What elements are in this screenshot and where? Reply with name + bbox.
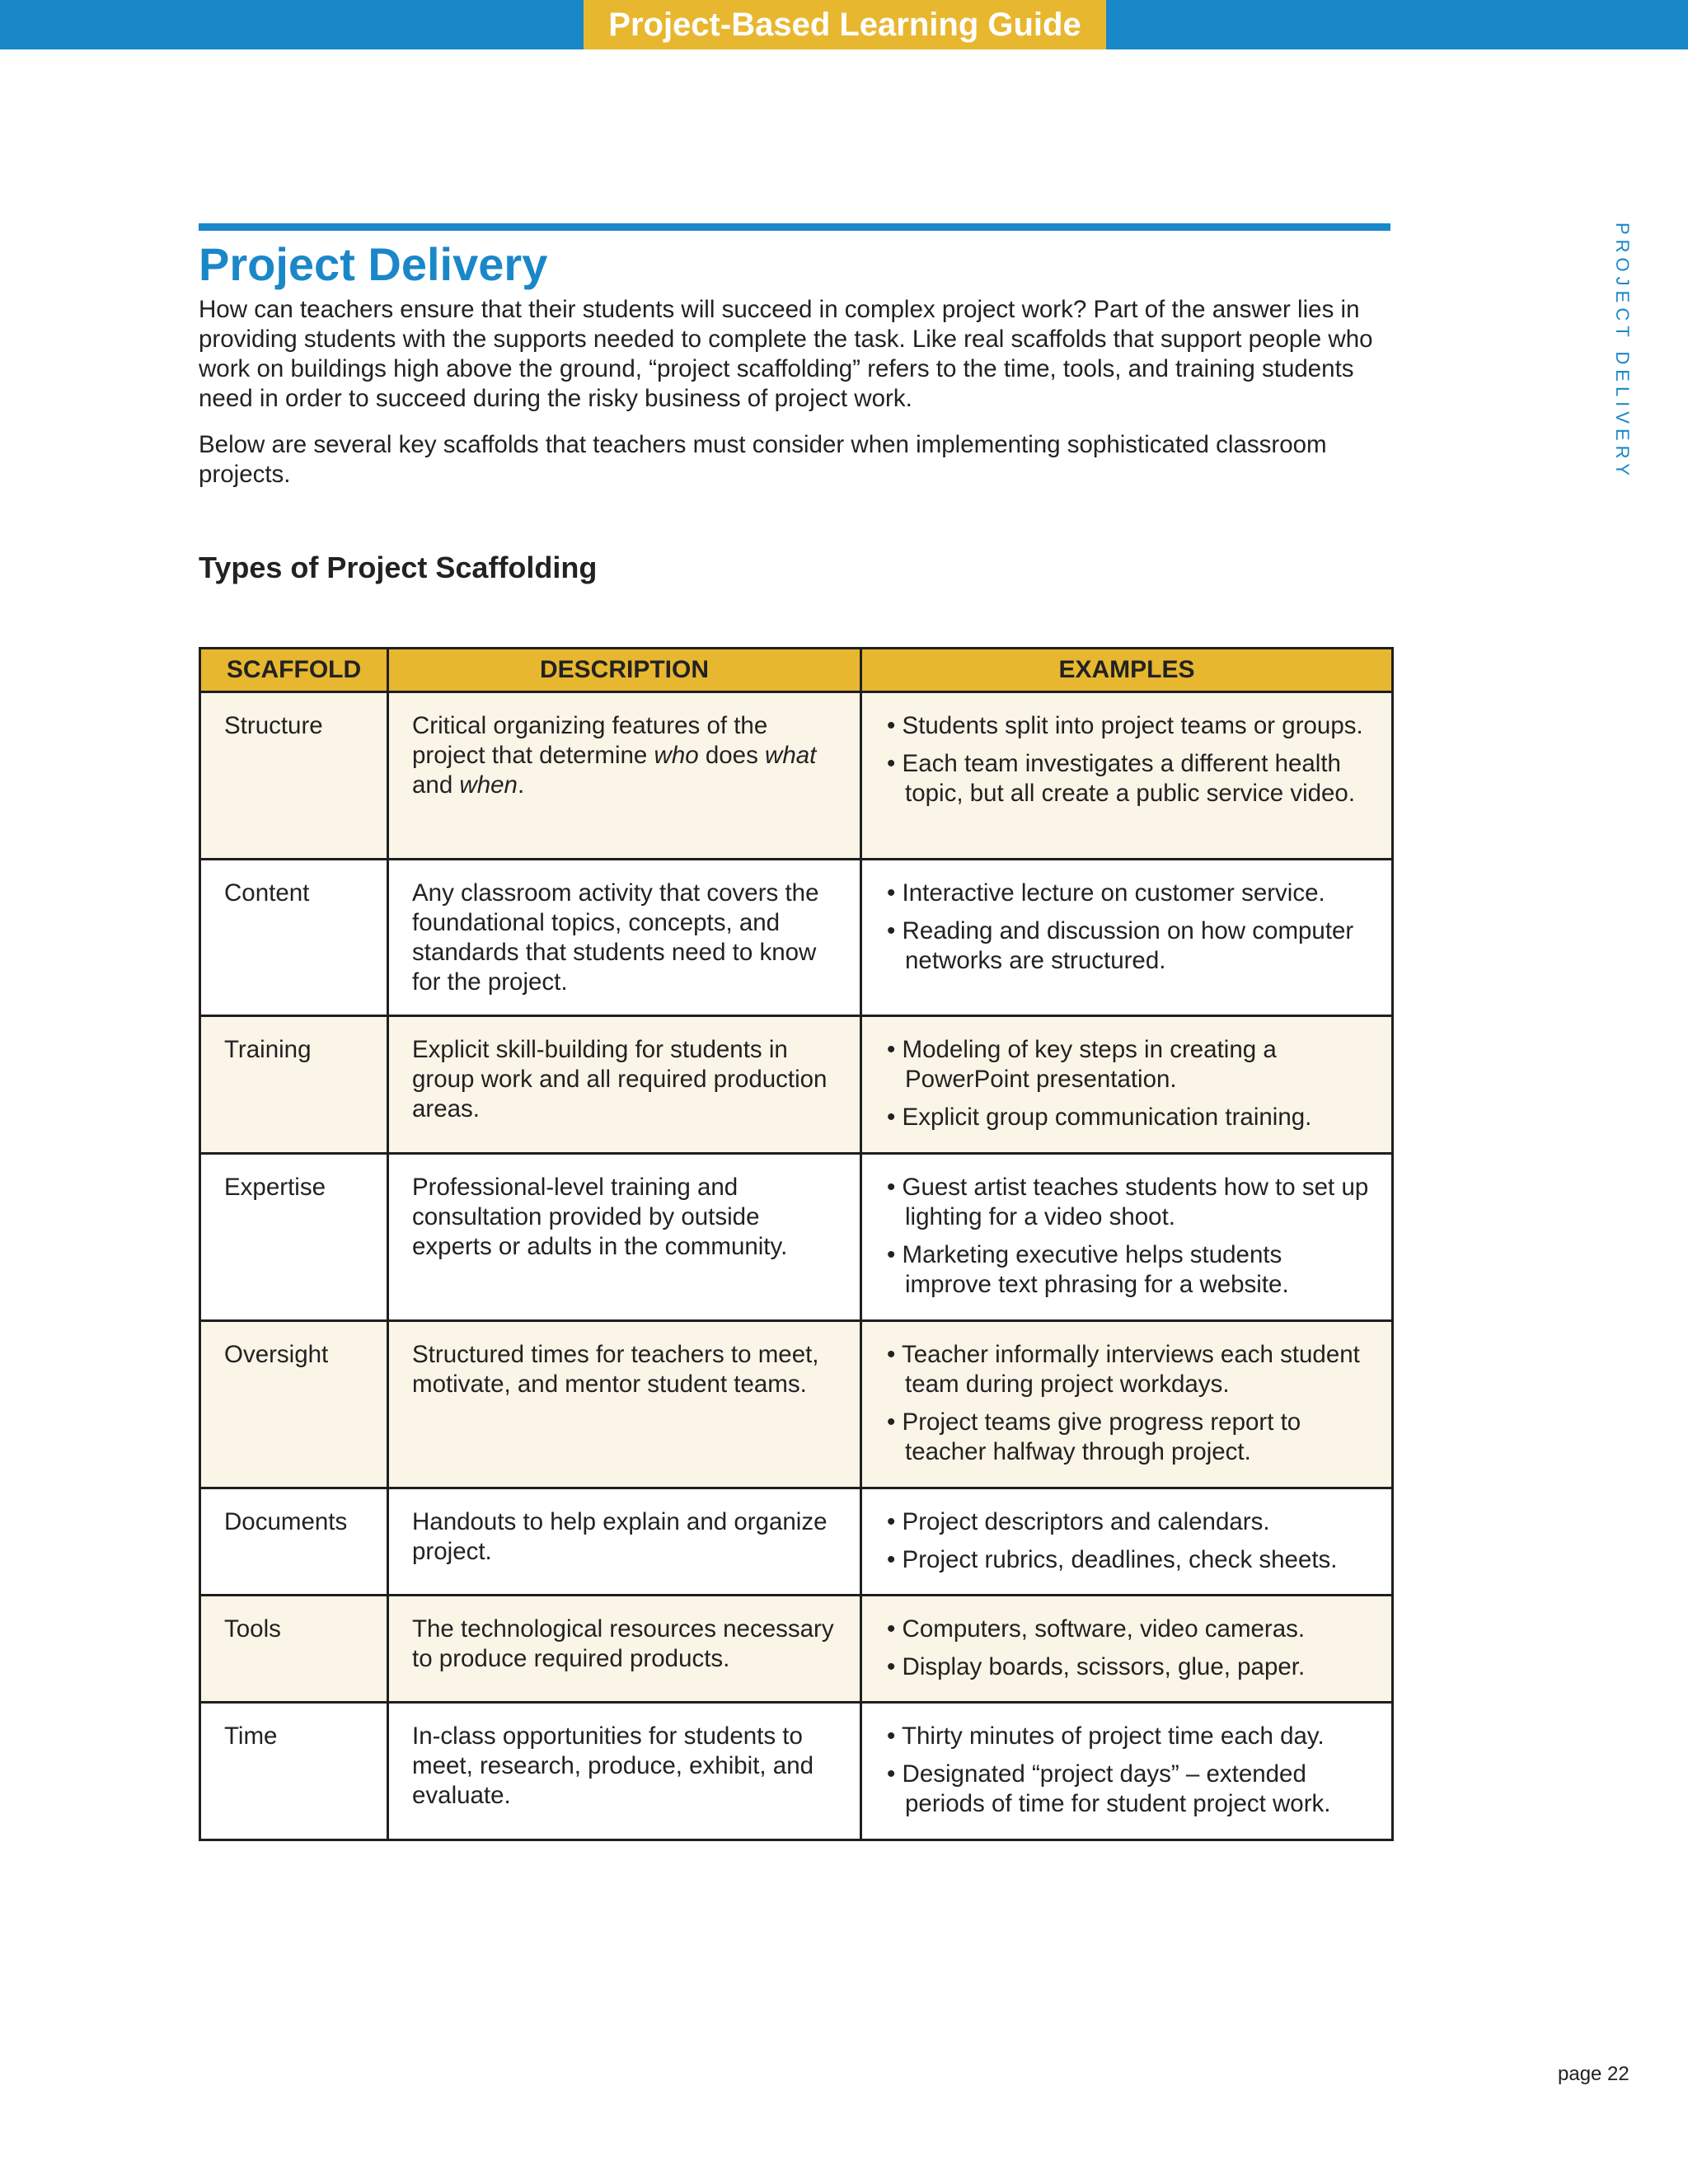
- examples-cell: [861, 860, 1393, 1016]
- example-item: • Designated “project days” – extended periods of time for student project work.: [887, 1760, 1375, 1819]
- example-item: • Teacher informally interviews each student team during project workdays.: [887, 1340, 1375, 1399]
- description-cell: Professional-level training and consultation provided by outside experts or adults in the community.: [388, 1154, 861, 1321]
- example-item: • Project descriptors and calendars.: [887, 1507, 1375, 1537]
- examples-cell: [861, 1596, 1393, 1703]
- description-cell: Handouts to help explain and organize project.: [388, 1488, 861, 1596]
- scaffold-cell: Training: [200, 1016, 388, 1154]
- examples-cell: [861, 1321, 1393, 1488]
- table-row: [200, 1596, 1393, 1703]
- example-item: • Interactive lecture on customer service.: [887, 879, 1375, 908]
- examples-cell: [861, 1154, 1393, 1321]
- table-row: [200, 692, 1393, 860]
- table-heading: Types of Project Scaffolding: [199, 551, 598, 584]
- scaffold-cell: Tools: [200, 1596, 388, 1703]
- scaffold-cell: Expertise: [200, 1154, 388, 1321]
- scaffolding-table: [199, 647, 1394, 1841]
- intro-paragraph: How can teachers ensure that their students will succeed in complex project work? Part of the answer lies in providing students with the supports needed to complete the task. Like real scaffolds that support people who work on buildings high above the ground, “project scaffolding” refers to the time, tools, and training students need in order to succeed during the risky business of project work.: [199, 296, 1373, 412]
- examples-cell: [861, 692, 1393, 860]
- example-item: • Thirty minutes of project time each day.: [887, 1722, 1375, 1751]
- example-item: • Display boards, scissors, glue, paper.: [887, 1652, 1375, 1682]
- header-examples: EXAMPLES: [861, 649, 1393, 692]
- scaffold-cell: Time: [200, 1703, 388, 1840]
- top-banner: [0, 0, 1688, 49]
- description-cell: Structured times for teachers to meet, motivate, and mentor student teams.: [388, 1321, 861, 1488]
- example-item: • Guest artist teaches students how to set up lighting for a video shoot.: [887, 1173, 1375, 1232]
- table-row: [200, 1321, 1393, 1488]
- examples-cell: [861, 1703, 1393, 1840]
- table-row: [200, 1154, 1393, 1321]
- side-section-label: PROJECT DELIVERY: [1612, 223, 1633, 480]
- description-cell: In-class opportunities for students to meet, research, produce, exhibit, and evaluate.: [388, 1703, 861, 1840]
- example-item: • Reading and discussion on how computer networks are structured.: [887, 916, 1375, 976]
- examples-cell: [861, 1016, 1393, 1154]
- table-header-row: [200, 649, 1393, 692]
- example-item: • Marketing executive helps students improve text phrasing for a website.: [887, 1240, 1375, 1300]
- examples-cell: [861, 1488, 1393, 1596]
- page-number: page 22: [1558, 2063, 1629, 2085]
- scaffold-cell: Content: [200, 860, 388, 1016]
- example-item: • Explicit group communication training.: [887, 1103, 1375, 1132]
- header-scaffold: SCAFFOLD: [200, 649, 388, 692]
- description-text: Critical organizing features of the project that determine who does what and when.: [412, 712, 817, 799]
- page-title: Project Delivery: [199, 238, 548, 290]
- description-cell: The technological resources necessary to produce required products.: [388, 1596, 861, 1703]
- example-item: • Modeling of key steps in creating a PowerPoint presentation.: [887, 1035, 1375, 1094]
- example-item: • Project teams give progress report to teacher halfway through project.: [887, 1408, 1375, 1467]
- table-row: [200, 1016, 1393, 1154]
- scaffold-cell: Documents: [200, 1488, 388, 1596]
- header-description: DESCRIPTION: [388, 649, 861, 692]
- example-item: • Project rubrics, deadlines, check sheets.: [887, 1545, 1375, 1575]
- scaffold-cell: Structure: [200, 692, 388, 860]
- table-row: [200, 1703, 1393, 1840]
- intro-paragraph-2: Below are several key scaffolds that teachers must consider when implementing sophisticated classroom projects.: [199, 431, 1327, 488]
- example-item: • Computers, software, video cameras.: [887, 1615, 1375, 1644]
- scaffold-cell: Oversight: [200, 1321, 388, 1488]
- section-rule: [199, 223, 1390, 231]
- example-item: • Students split into project teams or groups.: [887, 711, 1375, 741]
- description-cell: Any classroom activity that covers the foundational topics, concepts, and standards that students need to know for the project.: [388, 860, 861, 1016]
- table-row: [200, 860, 1393, 1016]
- description-cell: Explicit skill-building for students in group work and all required production areas.: [388, 1016, 861, 1154]
- example-item: • Each team investigates a different health topic, but all create a public service video.: [887, 749, 1375, 808]
- description-cell: [388, 692, 861, 860]
- guide-title-tab: Project-Based Learning Guide: [584, 0, 1106, 49]
- table-row: [200, 1488, 1393, 1596]
